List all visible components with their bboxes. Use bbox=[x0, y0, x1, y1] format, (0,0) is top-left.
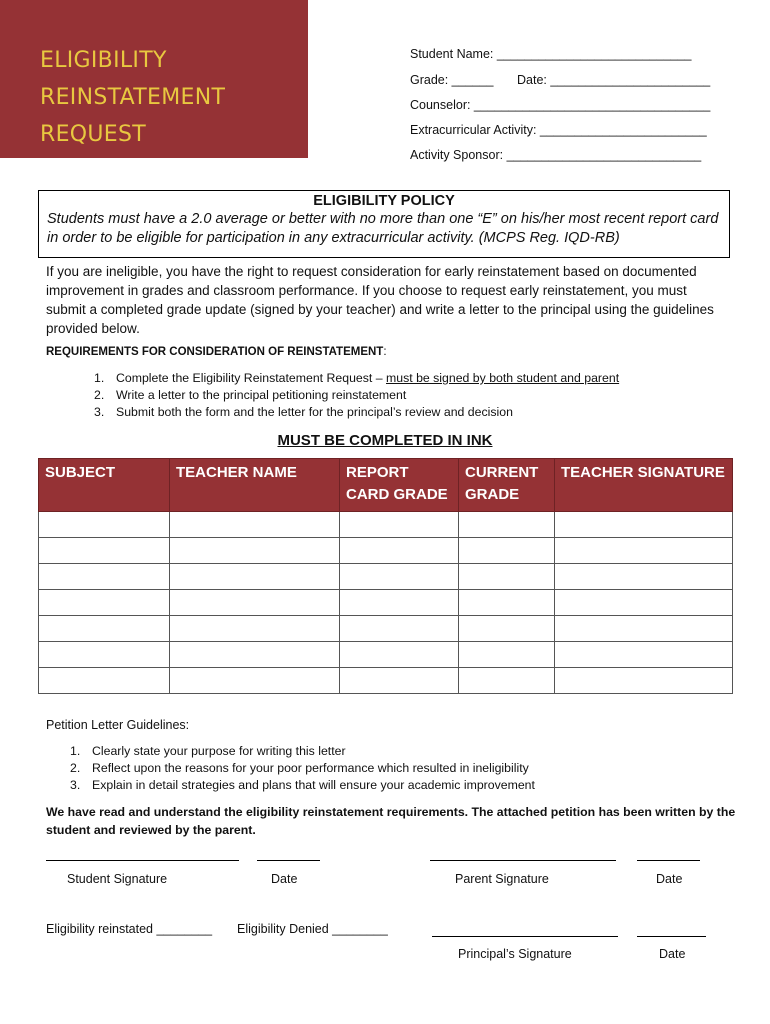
form-title bbox=[40, 42, 225, 153]
principal-signature-label: Principal’s Signature bbox=[458, 947, 572, 961]
student-signature-label: Student Signature bbox=[67, 872, 168, 886]
table-cell[interactable] bbox=[170, 512, 340, 538]
col-subject: SUBJECT bbox=[39, 459, 170, 512]
petition-label: Petition Letter Guidelines: bbox=[46, 718, 190, 732]
policy-text: Students must have a 2.0 average or better with no more than one “E” on his/her most recent report card in order to be eligible for participation in any extracurricular activity. (MCPS Reg. IQD-RB) bbox=[47, 211, 719, 246]
ink-notice: MUST BE COMPLETED IN INK bbox=[277, 432, 493, 449]
eligibility-policy-box bbox=[38, 190, 730, 258]
petition-guidelines-list bbox=[70, 743, 535, 794]
table-cell[interactable] bbox=[340, 512, 459, 538]
table-cell[interactable] bbox=[459, 616, 555, 642]
table-row bbox=[39, 642, 733, 668]
table-cell[interactable] bbox=[39, 668, 170, 694]
table-cell[interactable] bbox=[170, 668, 340, 694]
table-cell[interactable] bbox=[340, 668, 459, 694]
table-cell[interactable] bbox=[555, 538, 733, 564]
table-cell[interactable] bbox=[170, 564, 340, 590]
agreement-statement: We have read and understand the eligibility reinstatement requirements. The attached petition has been written by the student and reviewed by the parent. bbox=[46, 805, 736, 837]
table-header-row bbox=[39, 459, 733, 512]
table-row bbox=[39, 590, 733, 616]
table-cell[interactable] bbox=[170, 538, 340, 564]
col-teacher-signature: TEACHER SIGNATURE bbox=[555, 459, 733, 512]
table-cell[interactable] bbox=[459, 590, 555, 616]
title-banner bbox=[0, 0, 308, 158]
table-cell[interactable] bbox=[170, 616, 340, 642]
table-cell[interactable] bbox=[39, 538, 170, 564]
table-row bbox=[39, 512, 733, 538]
counselor-field[interactable]: Counselor: __________________________________ bbox=[410, 98, 711, 112]
parent-date-line[interactable] bbox=[637, 860, 700, 861]
table-row bbox=[39, 616, 733, 642]
list-item: 1. Clearly state your purpose for writing this letter bbox=[70, 744, 346, 758]
student-date-label: Date bbox=[271, 872, 298, 886]
table-cell[interactable] bbox=[39, 616, 170, 642]
list-item: 3. Explain in detail strategies and plans that will ensure your academic improvement bbox=[70, 778, 535, 792]
activity-field[interactable]: Extracurricular Activity: ________________________ bbox=[410, 123, 707, 137]
title-line-2: REINSTATEMENT bbox=[40, 85, 226, 110]
table-cell[interactable] bbox=[39, 642, 170, 668]
principal-date-label: Date bbox=[659, 947, 686, 961]
table-row bbox=[39, 538, 733, 564]
table-cell[interactable] bbox=[170, 590, 340, 616]
grade-field[interactable]: Grade: ______ bbox=[410, 73, 494, 87]
table-cell[interactable] bbox=[170, 642, 340, 668]
table-cell[interactable] bbox=[555, 512, 733, 538]
table-row bbox=[39, 668, 733, 694]
table-cell[interactable] bbox=[555, 616, 733, 642]
col-current-grade: CURRENT GRADE bbox=[459, 459, 555, 512]
table-row bbox=[39, 564, 733, 590]
table-cell[interactable] bbox=[340, 590, 459, 616]
grades-table bbox=[38, 458, 733, 694]
policy-title: ELIGIBILITY POLICY bbox=[313, 193, 455, 209]
student-name-field[interactable]: Student Name: ____________________________ bbox=[410, 47, 692, 61]
table-cell[interactable] bbox=[340, 538, 459, 564]
table-cell[interactable] bbox=[555, 668, 733, 694]
principal-signature-line[interactable] bbox=[432, 936, 618, 937]
table-cell[interactable] bbox=[340, 642, 459, 668]
list-item: 1. Complete the Eligibility Reinstatement Request – must be signed by both student and parent bbox=[94, 371, 620, 385]
col-teacher-name: TEACHER NAME bbox=[170, 459, 340, 512]
table-cell[interactable] bbox=[340, 616, 459, 642]
table-cell[interactable] bbox=[555, 590, 733, 616]
table-cell[interactable] bbox=[555, 642, 733, 668]
table-cell[interactable] bbox=[555, 564, 733, 590]
requirements-list bbox=[94, 370, 619, 421]
list-item: 2. Reflect upon the reasons for your poor performance which resulted in ineligibility bbox=[70, 761, 529, 775]
eligibility-denied-field[interactable]: Eligibility Denied ________ bbox=[237, 922, 388, 936]
col-report-card-grade: REPORT CARD GRADE bbox=[340, 459, 459, 512]
table-cell[interactable] bbox=[459, 668, 555, 694]
table-cell[interactable] bbox=[39, 564, 170, 590]
student-date-line[interactable] bbox=[257, 860, 320, 861]
table-cell[interactable] bbox=[459, 512, 555, 538]
list-item: 3. Submit both the form and the letter for the principal’s review and decision bbox=[94, 405, 513, 419]
table-cell[interactable] bbox=[340, 564, 459, 590]
parent-signature-line[interactable] bbox=[430, 860, 616, 861]
intro-paragraph: If you are ineligible, you have the right to request consideration for early reinstatement based on documented improvement in grades and classroom performance. If you choose to request early reinstatement, you must submit a completed grade update (signed by your teacher) and write a letter to the principal using the guidelines provided below. bbox=[46, 264, 714, 336]
date-field[interactable]: Date: _______________________ bbox=[517, 73, 711, 87]
parent-signature-label: Parent Signature bbox=[455, 872, 549, 886]
principal-date-line[interactable] bbox=[637, 936, 706, 937]
table-cell[interactable] bbox=[39, 590, 170, 616]
table-cell[interactable] bbox=[39, 512, 170, 538]
parent-date-label: Date bbox=[656, 872, 683, 886]
table-cell[interactable] bbox=[459, 564, 555, 590]
title-line-1: ELIGIBILITY bbox=[40, 48, 167, 73]
table-cell[interactable] bbox=[459, 642, 555, 668]
title-line-3: REQUEST bbox=[40, 122, 147, 147]
table-cell[interactable] bbox=[459, 538, 555, 564]
eligibility-reinstated-field[interactable]: Eligibility reinstated ________ bbox=[46, 922, 213, 936]
student-signature-line[interactable] bbox=[46, 860, 239, 861]
list-item: 2. Write a letter to the principal petitioning reinstatement bbox=[94, 388, 407, 402]
requirements-heading: REQUIREMENTS FOR CONSIDERATION OF REINSTATEMENT: bbox=[46, 346, 387, 358]
sponsor-field[interactable]: Activity Sponsor: ____________________________ bbox=[410, 148, 702, 162]
